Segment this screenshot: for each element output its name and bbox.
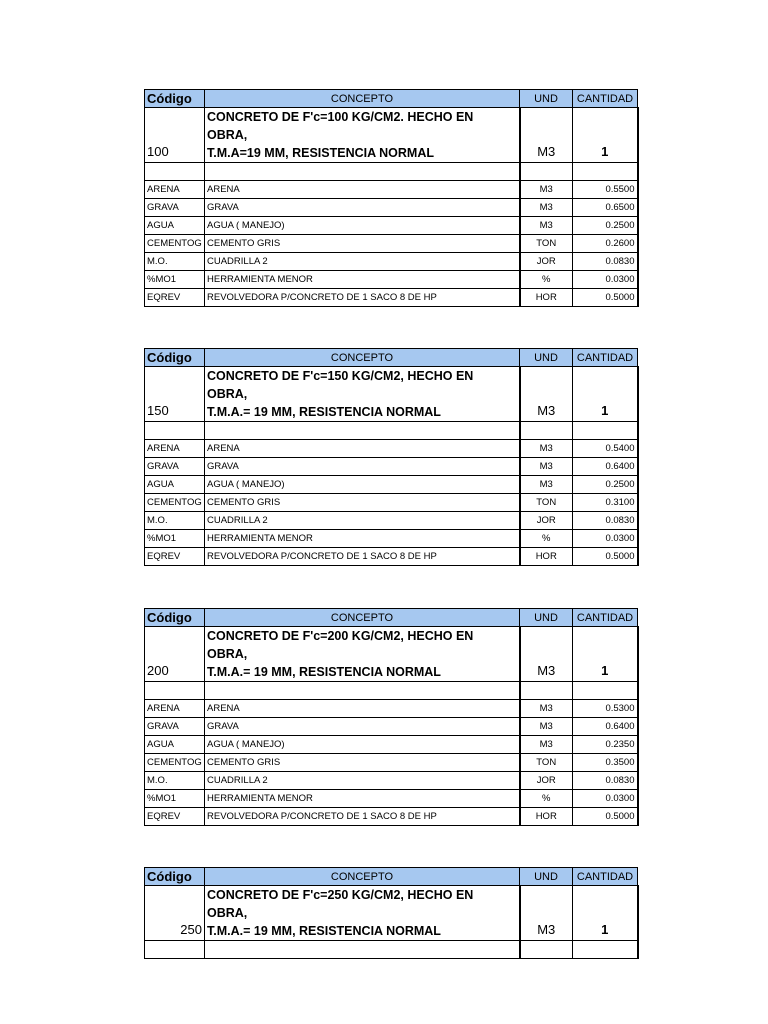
- item-unit: M3: [520, 736, 573, 754]
- header-cantidad: CANTIDAD: [573, 609, 638, 627]
- price-table-150: [144, 348, 639, 566]
- item-code: ARENA: [145, 440, 205, 458]
- table-row: [145, 494, 638, 512]
- header-row: [145, 90, 638, 108]
- item-concept: AGUA ( MANEJO): [205, 476, 520, 494]
- concept-code: 250: [145, 886, 205, 941]
- concept-unit: M3: [520, 627, 573, 682]
- item-code: GRAVA: [145, 458, 205, 476]
- item-code: CEMENTOG: [145, 494, 205, 512]
- table-row: [145, 808, 638, 826]
- concept-qty: 1: [573, 886, 638, 941]
- table-row: [145, 289, 638, 307]
- concept-line-2: T.M.A=19 MM, RESISTENCIA NORMAL: [207, 146, 434, 160]
- item-unit: M3: [520, 440, 573, 458]
- item-code: CEMENTOG: [145, 754, 205, 772]
- price-table-100: [144, 89, 639, 307]
- item-code: AGUA: [145, 736, 205, 754]
- concept-unit: M3: [520, 367, 573, 422]
- item-concept: ARENA: [205, 440, 520, 458]
- item-unit: TON: [520, 754, 573, 772]
- item-code: GRAVA: [145, 718, 205, 736]
- item-unit: %: [520, 790, 573, 808]
- item-unit: JOR: [520, 512, 573, 530]
- header-codigo: Código: [145, 90, 205, 108]
- item-code: M.O.: [145, 512, 205, 530]
- item-unit: %: [520, 530, 573, 548]
- item-unit: TON: [520, 494, 573, 512]
- item-code: %MO1: [145, 530, 205, 548]
- item-unit: HOR: [520, 289, 573, 307]
- item-concept: HERRAMIENTA MENOR: [205, 790, 520, 808]
- table-row: [145, 458, 638, 476]
- concept-row: [145, 108, 638, 163]
- header-concepto: CONCEPTO: [205, 609, 520, 627]
- blank-row: [145, 682, 638, 700]
- item-unit: M3: [520, 217, 573, 235]
- item-concept: ARENA: [205, 181, 520, 199]
- header-concepto: CONCEPTO: [205, 349, 520, 367]
- item-qty: 0.0830: [573, 512, 638, 530]
- item-qty: 0.5400: [573, 440, 638, 458]
- item-qty: 0.5000: [573, 548, 638, 566]
- item-code: %MO1: [145, 271, 205, 289]
- concept-line-1: CONCRETO DE F'c=100 KG/CM2. HECHO EN OBRA,: [207, 110, 474, 142]
- header-row: [145, 609, 638, 627]
- item-unit: M3: [520, 718, 573, 736]
- item-concept: CUADRILLA 2: [205, 253, 520, 271]
- table-row: [145, 271, 638, 289]
- concept-qty: 1: [573, 367, 638, 422]
- item-qty: 0.3500: [573, 754, 638, 772]
- item-concept: REVOLVEDORA P/CONCRETO DE 1 SACO 8 DE HP: [205, 548, 520, 566]
- item-concept: GRAVA: [205, 199, 520, 217]
- table-row: [145, 235, 638, 253]
- item-unit: M3: [520, 181, 573, 199]
- concept-line-1: CONCRETO DE F'c=250 KG/CM2, HECHO EN OBRA,: [207, 888, 474, 920]
- header-codigo: Código: [145, 609, 205, 627]
- item-code: EQREV: [145, 289, 205, 307]
- item-concept: CEMENTO GRIS: [205, 235, 520, 253]
- item-qty: 0.0830: [573, 253, 638, 271]
- item-code: M.O.: [145, 772, 205, 790]
- item-concept: GRAVA: [205, 718, 520, 736]
- item-unit: M3: [520, 476, 573, 494]
- header-cantidad: CANTIDAD: [573, 868, 638, 886]
- table-row: [145, 253, 638, 271]
- item-code: GRAVA: [145, 199, 205, 217]
- item-concept: HERRAMIENTA MENOR: [205, 530, 520, 548]
- concept-unit: M3: [520, 886, 573, 941]
- concept-unit: M3: [520, 108, 573, 163]
- concept-line-1: CONCRETO DE F'c=150 KG/CM2, HECHO EN OBRA,: [207, 369, 474, 401]
- table-row: [145, 217, 638, 235]
- concept-code: 100: [145, 108, 205, 163]
- item-qty: 0.5000: [573, 808, 638, 826]
- item-concept: GRAVA: [205, 458, 520, 476]
- header-row: [145, 349, 638, 367]
- concept-line-2: T.M.A.= 19 MM, RESISTENCIA NORMAL: [207, 665, 441, 679]
- item-concept: REVOLVEDORA P/CONCRETO DE 1 SACO 8 DE HP: [205, 289, 520, 307]
- blank-row: [145, 941, 638, 959]
- price-table-250: [144, 867, 639, 959]
- item-code: CEMENTOG: [145, 235, 205, 253]
- item-code: ARENA: [145, 700, 205, 718]
- item-qty: 0.5300: [573, 700, 638, 718]
- item-code: %MO1: [145, 790, 205, 808]
- concept-description: [205, 108, 520, 163]
- header-concepto: CONCEPTO: [205, 90, 520, 108]
- item-qty: 0.0300: [573, 271, 638, 289]
- item-qty: 0.2350: [573, 736, 638, 754]
- item-qty: 0.0300: [573, 790, 638, 808]
- item-concept: ARENA: [205, 700, 520, 718]
- header-codigo: Código: [145, 868, 205, 886]
- item-code: ARENA: [145, 181, 205, 199]
- item-concept: CEMENTO GRIS: [205, 754, 520, 772]
- concept-line-2: T.M.A.= 19 MM, RESISTENCIA NORMAL: [207, 924, 441, 938]
- item-code: AGUA: [145, 476, 205, 494]
- concept-qty: 1: [573, 108, 638, 163]
- header-und: UND: [520, 868, 573, 886]
- item-code: M.O.: [145, 253, 205, 271]
- blank-row: [145, 163, 638, 181]
- item-qty: 0.2500: [573, 476, 638, 494]
- concept-description: [205, 367, 520, 422]
- header-cantidad: CANTIDAD: [573, 349, 638, 367]
- concept-description: [205, 627, 520, 682]
- header-concepto: CONCEPTO: [205, 868, 520, 886]
- header-codigo: Código: [145, 349, 205, 367]
- item-concept: CUADRILLA 2: [205, 512, 520, 530]
- table-row: [145, 181, 638, 199]
- table-row: [145, 476, 638, 494]
- item-unit: JOR: [520, 772, 573, 790]
- item-qty: 0.5500: [573, 181, 638, 199]
- header-row: [145, 868, 638, 886]
- item-qty: 0.0300: [573, 530, 638, 548]
- header-cantidad: CANTIDAD: [573, 90, 638, 108]
- price-table-200: [144, 608, 639, 826]
- table-row: [145, 530, 638, 548]
- item-unit: %: [520, 271, 573, 289]
- header-und: UND: [520, 90, 573, 108]
- table-row: [145, 512, 638, 530]
- table-row: [145, 199, 638, 217]
- table-row: [145, 700, 638, 718]
- item-code: AGUA: [145, 217, 205, 235]
- item-concept: AGUA ( MANEJO): [205, 217, 520, 235]
- item-concept: HERRAMIENTA MENOR: [205, 271, 520, 289]
- table-row: [145, 736, 638, 754]
- concept-qty: 1: [573, 627, 638, 682]
- concept-row: [145, 367, 638, 422]
- concept-code: 200: [145, 627, 205, 682]
- concept-code: 150: [145, 367, 205, 422]
- table-row: [145, 548, 638, 566]
- table-row: [145, 772, 638, 790]
- item-unit: M3: [520, 458, 573, 476]
- item-unit: JOR: [520, 253, 573, 271]
- item-qty: 0.2500: [573, 217, 638, 235]
- item-qty: 0.2600: [573, 235, 638, 253]
- item-code: EQREV: [145, 548, 205, 566]
- item-qty: 0.6400: [573, 458, 638, 476]
- item-qty: 0.5000: [573, 289, 638, 307]
- item-qty: 0.3100: [573, 494, 638, 512]
- item-qty: 0.6500: [573, 199, 638, 217]
- item-unit: HOR: [520, 548, 573, 566]
- item-unit: TON: [520, 235, 573, 253]
- concept-line-2: T.M.A.= 19 MM, RESISTENCIA NORMAL: [207, 405, 441, 419]
- table-row: [145, 440, 638, 458]
- item-qty: 0.6400: [573, 718, 638, 736]
- item-code: EQREV: [145, 808, 205, 826]
- item-concept: REVOLVEDORA P/CONCRETO DE 1 SACO 8 DE HP: [205, 808, 520, 826]
- header-und: UND: [520, 349, 573, 367]
- table-row: [145, 790, 638, 808]
- item-concept: CEMENTO GRIS: [205, 494, 520, 512]
- item-unit: M3: [520, 199, 573, 217]
- item-unit: M3: [520, 700, 573, 718]
- table-row: [145, 754, 638, 772]
- item-unit: HOR: [520, 808, 573, 826]
- concept-row: [145, 886, 638, 941]
- item-concept: CUADRILLA 2: [205, 772, 520, 790]
- concept-row: [145, 627, 638, 682]
- blank-row: [145, 422, 638, 440]
- item-concept: AGUA ( MANEJO): [205, 736, 520, 754]
- concept-description: [205, 886, 520, 941]
- item-qty: 0.0830: [573, 772, 638, 790]
- concept-line-1: CONCRETO DE F'c=200 KG/CM2, HECHO EN OBRA,: [207, 629, 474, 661]
- table-row: [145, 718, 638, 736]
- header-und: UND: [520, 609, 573, 627]
